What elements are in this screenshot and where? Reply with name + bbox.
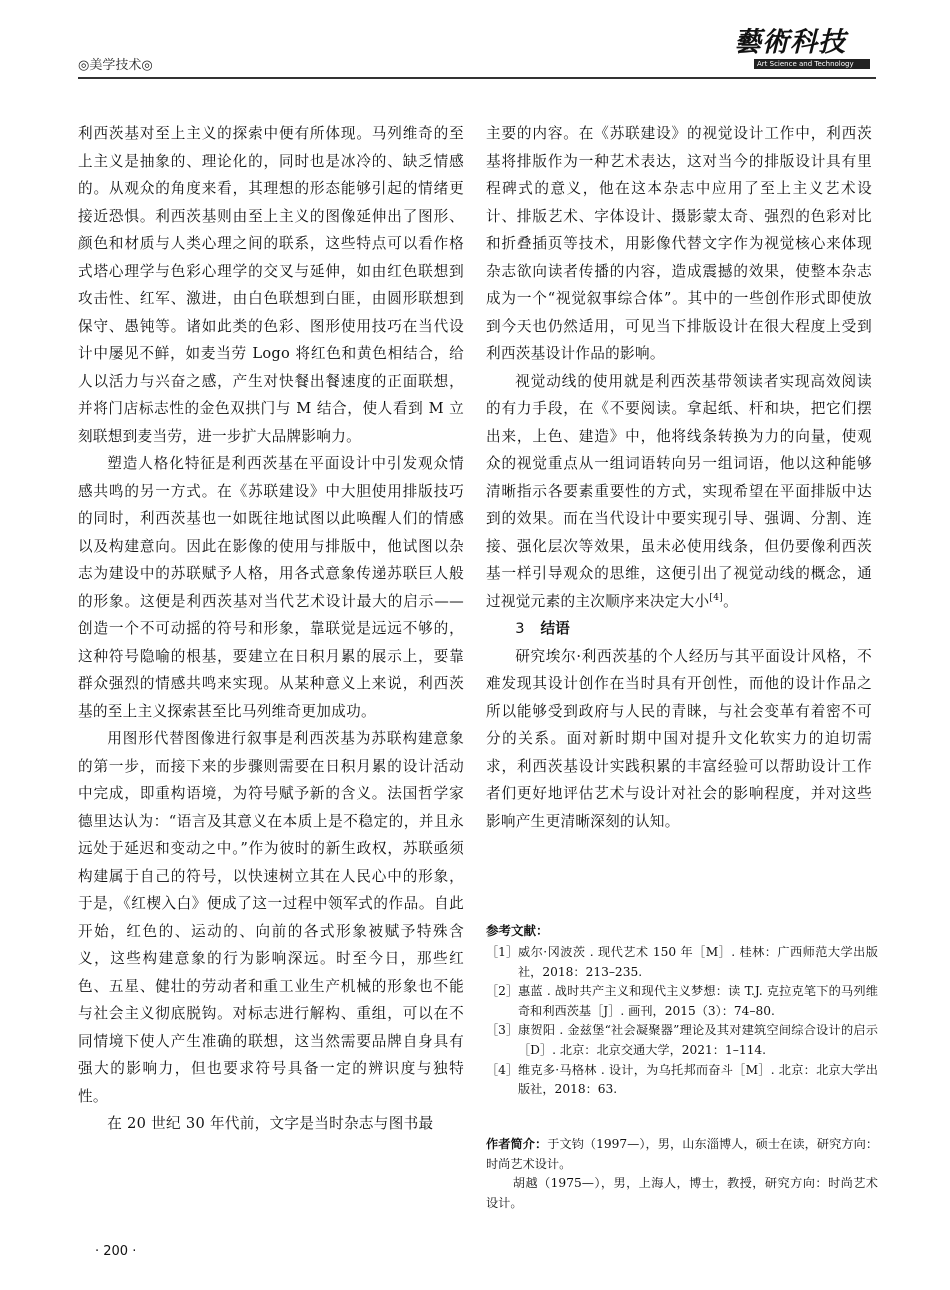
section-heading (486, 615, 872, 643)
author-bio-label: 作者简介： (486, 1137, 548, 1151)
section-title: 结语 (540, 620, 570, 637)
reference-number: ［3］ (486, 1023, 519, 1038)
section-number: 3 (515, 620, 525, 637)
author-bio-line (486, 1135, 878, 1174)
journal-logo (734, 26, 874, 74)
author-bio-line: 胡越（1975—），男，上海人，博士，教授，研究方向：时尚艺术设计。 (486, 1176, 878, 1210)
reference-text: 康贺阳 . 金兹堡“社会凝聚器”理论及其对建筑空间综合设计的启示［D］. 北京：北京交通大学，2021：1–114. (518, 1023, 878, 1057)
body-paragraph: 研究埃尔·利西茨基的个人经历与其平面设计风格，不难发现其设计创作在当时具有开创性，而他的设计作品之所以能够受到政府与人民的青睐，与社会变革有着密不可分的关系。面对新时期中国对提升文化软实力的迫切需求，利西茨基设计实践积累的丰富经验可以帮助设计工作者们更好地评估艺术与设计对社会的影响程度，并对这些影响产生更清晰深刻的认知。 (486, 647, 872, 830)
logo-chinese-title: 藝術科技 (734, 27, 846, 58)
reference-number: ［4］ (486, 1062, 519, 1077)
reference-item (486, 982, 878, 1021)
body-paragraph: 用图形代替图像进行叙事是利西茨基为苏联构建意象的第一步，而接下来的步骤则需要在日积月累的设计活动中完成，即重构语境，为符号赋予新的含义。法国哲学家德里达认为：“语言及其意义在本质上是不稳定的，并且永远处于延迟和变动之中。”作为彼时的新生政权，苏联亟须构建属于自己的符号，以快速树立其在人民心中的形象，于是，《红楔入白》便成了这一过程中领军式的作品。自此开始，红色的、运动的、向前的各式形象被赋予特殊含义，这些构建意象的行为影响深远。时至今日，那些红色、五星、健壮的劳动者和重工业生产机械的形象也不能与社会主义彻底脱钩。对标志进行解构、重组，可以在不同情境下使人产生准确的联想，这当然需要品牌自身具有强大的影响力，但也要求符号具备一定的辨识度与独特性。 (78, 730, 464, 1105)
logo-english-title: Art Science and Technology (754, 59, 870, 69)
reference-number: ［1］ (486, 945, 519, 959)
body-paragraph (486, 368, 872, 616)
reference-text: 惠蓝 . 战时共产主义和现代主义梦想：读 T.J. 克拉克笔下的马列维奇和利西茨基［J］. 画刊，2015（3）：74–80. (518, 984, 878, 1018)
body-paragraph: 在 20 世纪 30 年代前，文字是当时杂志与图书最 (107, 1115, 434, 1132)
citation-marker: [4] (709, 592, 724, 603)
left-column (78, 120, 464, 1138)
body-paragraph: 主要的内容。在《苏联建设》的视觉设计工作中，利西茨基将排版作为一种艺术表达，这对当今的排版设计具有里程碑式的意义，他在这本杂志中应用了至上主义艺术设计、排版艺术、字体设计、摄影蒙太奇、强烈的色彩对比和折叠插页等技术，用影像代替文字作为视觉核心来体现杂志欲向读者传播的内容，造成震撼的效果，使整本杂志成为一个“视觉叙事综合体”。其中的一些创作形式即使放到今天也仍然适用，可见当下排版设计在很大程度上受到利西茨基设计作品的影响。 (486, 125, 872, 362)
reference-number: ［2］ (486, 984, 519, 999)
journal-section-label: ◎美学技术◎ (78, 58, 153, 73)
references-section (486, 921, 878, 1100)
paragraph-end: 。 (723, 592, 738, 610)
reference-text: 威尔·冈波茨 . 现代艺术 150 年［M］. 桂林：广西师范大学出版社，2018：213–235. (518, 945, 878, 979)
reference-item (486, 1061, 878, 1100)
body-paragraph: 利西茨基对至上主义的探索中便有所体现。马列维奇的至上主义是抽象的、理论化的，同时也是冰冷的、缺乏情感的。从观众的角度来看，其理想的形态能够引起的情绪更接近恐惧。利西茨基则由至上主义的图像延伸出了图形、颜色和材质与人类心理之间的联系，这些特点可以看作格式塔心理学与色彩心理学的交叉与延伸，如由红色联想到攻击性、红军、激进，由白色联想到白匪，由圆形联想到保守、愚钝等。诸如此类的色彩、图形使用技巧在当代设计中屡见不鲜，如麦当劳 Logo 将红色和黄色相结合，给人以活力与兴奋之感，产生对快餐出餐速度的正面联想，并将门店标志性的金色双拱门与 M 结合，使人看到 M 立刻联想到麦当劳，进一步扩大品牌影响力。 (78, 125, 464, 445)
right-column (486, 120, 872, 835)
references-title: 参考文献： (486, 923, 549, 938)
author-bio (486, 1135, 878, 1213)
author-bio-text: 于文钧（1997—），男，山东淄博人，硕士在读，研究方向：时尚艺术设计。 (486, 1137, 879, 1171)
reference-item (486, 943, 878, 982)
paragraph-text: 视觉动线的使用就是利西茨基带领读者实现高效阅读的有力手段，在《不要阅读。拿起纸、杆和块，把它们摆出来，上色、建造》中，他将线条转换为力的向量，使观众的视觉重点从一组词语转向另一组词语，他以这种能够清晰指示各要素重要性的方式，实现希望在平面排版中达到的效果。而在当代设计中要实现引导、强调、分割、连接、强化层次等效果，虽未必使用线条，但仍要像利西茨基一样引导观众的思维，这便引出了视觉动线的概念，通过视觉元素的主次顺序来决定大小 (486, 372, 872, 610)
body-paragraph: 塑造人格化特征是利西茨基在平面设计中引发观众情感共鸣的另一方式。在《苏联建设》中大胆使用排版技巧的同时，利西茨基也一如既往地试图以此唤醒人们的情感以及构建意向。因此在影像的使用与排版中，他试图以杂志为建设中的苏联赋予人格，用各式意象传递苏联巨人般的形象。这便是利西茨基对当代艺术设计最大的启示——创造一个不可动摇的符号和形象，靠联觉是远远不够的，这种符号隐喻的根基，要建立在日积月累的展示上，要靠群众强烈的情感共鸣来实现。从某种意义上来说，利西茨基的至上主义探索甚至比马列维奇更加成功。 (78, 455, 464, 720)
page-number: · 200 · (95, 1244, 137, 1259)
reference-text: 维克多·马格林 . 设计，为乌托邦而奋斗［M］. 北京：北京大学出版社，2018：63. (518, 1062, 878, 1097)
reference-item (486, 1021, 878, 1060)
header-divider (78, 77, 876, 79)
